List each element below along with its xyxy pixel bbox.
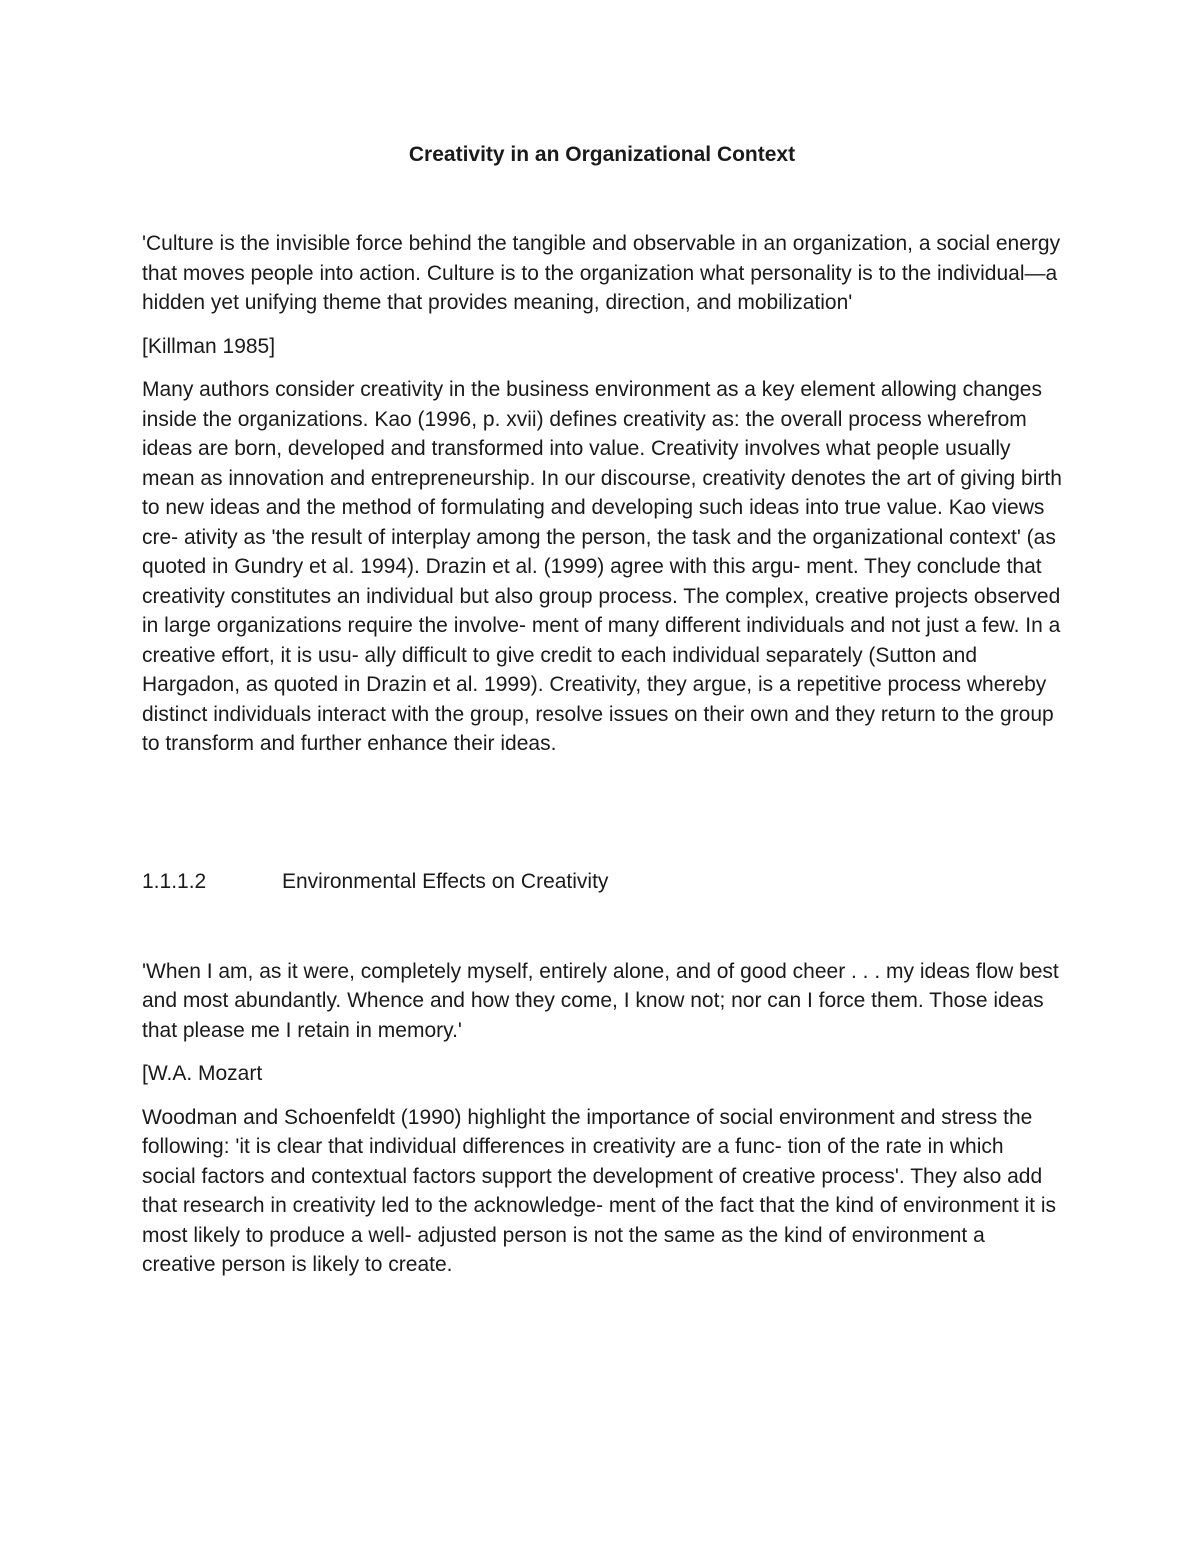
section-number: 1.1.1.2: [142, 869, 207, 893]
section-heading: [142, 867, 1062, 897]
body-paragraph-1: Many authors consider creativity in the business environment as a key element allowing changes inside the organizations. Kao (1996, p. xvii) defines creativity as: the overall process wherefrom ideas are born, developed and transformed into value. Creativity involves what people usually mean as innovation and entrepreneurship. In our discourse, creativity denotes the art of giving birth to new ideas and the method of formulating and developing such ideas into true value. Kao views cre- ativity as 'the result of interplay among the person, the task and the organizational context' (as quoted in Gundry et al. 1994). Drazin et al. (1999) agree with this argu- ment. They conclude that creativity constitutes an individual but also group process. The complex, creative projects observed in large organizations require the involve- ment of many different individuals and not just a few. In a creative effort, it is usu- ally difficult to give credit to each individual separately (Sutton and Hargadon, as quoted in Drazin et al. 1999). Creativity, they argue, is a repetitive process whereby distinct individuals interact with the group, resolve issues on their own and they return to the group to transform and further enhance their ideas.: [142, 378, 1062, 755]
section-title: Environmental Effects on Creativity: [282, 869, 609, 893]
epigraph-citation-mozart: [W.A. Mozart: [142, 1062, 263, 1085]
document-title: Creativity in an Organizational Context: [408, 143, 796, 166]
epigraph-quote-killman: 'Culture is the invisible force behind the tangible and observable in an organization, a social energy that moves people into action. Culture is to the organization what personality is to the individual—a hidden yet unifying theme that provides meaning, direction, and mobilization': [142, 232, 1061, 314]
epigraph-citation-killman: [Killman 1985]: [142, 334, 276, 358]
body-paragraph-2: Woodman and Schoenfeldt (1990) highlight the importance of social environment and stress the following: 'it is clear that individual differences in creativity are a func- tion of the rate in which social factors and contextual factors support the development of creative process'. They also add that research in creativity led to the acknowledge- ment of the fact that the kind of environment it is most likely to produce a well- adjusted person is not the same as the kind of environment a creative person is likely to create.: [142, 1105, 1056, 1276]
epigraph-quote-mozart: 'When I am, as it were, completely myself, entirely alone, and of good cheer . . . my ideas flow best and most abundantly. Whence and how they come, I know not; nor can I force them. Those ideas that please me I retain in memory.': [142, 959, 1059, 1042]
document-content: [142, 140, 1062, 1280]
